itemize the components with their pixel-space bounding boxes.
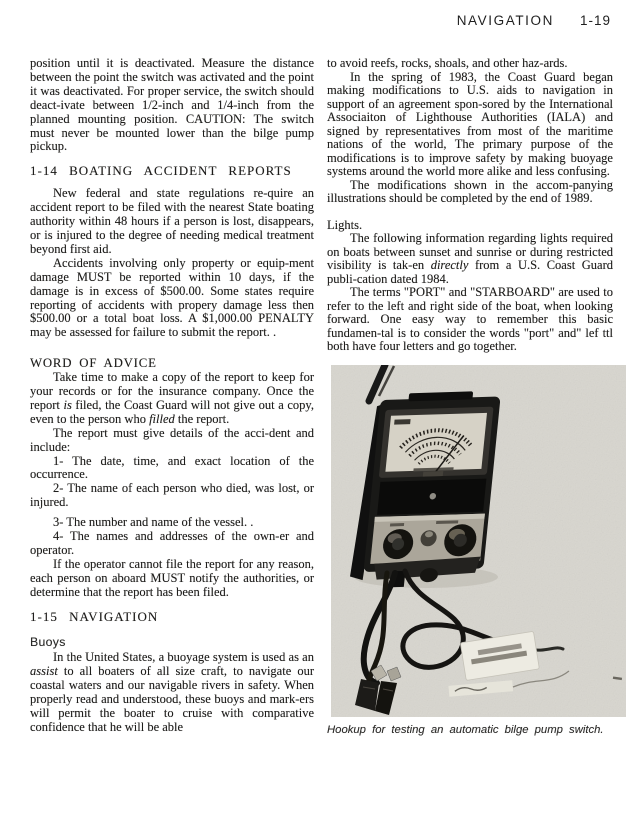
photo-caption: Hookup for testing an automatic bilge pump switch.	[327, 723, 604, 736]
subheading-buoys: Buoys	[30, 634, 66, 649]
buoys-text: In the United States, a buoyage system is used as an	[53, 650, 314, 665]
meter-brand-label	[394, 419, 411, 424]
needle-pivot	[423, 471, 444, 477]
paragraph-port-starboard: The terms "PORT" and "STARBOARD" are used to refer to the left and right side of the boat, when looking forward. One easy way to remember this basic fundamen-tal is to consider the words "port" and" lef ttl both have four letters and go together.	[327, 285, 613, 353]
paragraph-accidents: Accidents involving only property or equip-ment damage MUST be reported within 10 days, if the damage is in excess of $500.00. Some states require reporting of accidents with propery damage less then $500.00 or a total boat loss. A $1,000.00 PENALTY may be assessed for failure to submit the report. .	[30, 255, 314, 340]
subheading-lights: Lights.	[327, 217, 363, 232]
list-item-1: 1- The date, time, and exact location of the occurrence.	[30, 453, 314, 482]
lights-text: from a U.S. Coast Guard publi-cation dated 1984.	[327, 258, 613, 286]
advice-italic-is: is	[63, 397, 72, 412]
paragraph-switch-mounting: position until it is deactivated. Measure the distance between the point the switch was activated and the point it was deactivated. For proper service, the switch should deact-ivate between 1/2-inch and 1/4-inch from the planned mounting position. CAUTION: The switch must never be mounted lower than the bilge pump pickup.	[30, 56, 314, 154]
buoys-text: to all boaters of all size craft, to navigate our coastal waters and our navigable rivers in safety. When properly read and understood, these buoys and mark-ers will permit the boater to cruise with comparative confidence that he will be able	[30, 664, 314, 734]
list-item-2: 2- The name of each person who died, was lost, or injured.	[30, 481, 314, 510]
lights-italic-directly: directly	[430, 258, 469, 272]
bilge-switch-test-photo	[331, 365, 626, 717]
paragraph-advice	[30, 371, 314, 427]
section-title: NAVIGATION	[456, 13, 554, 28]
buoys-italic-assist: assist	[30, 664, 58, 679]
page-number: 1-19	[579, 13, 611, 28]
section-heading-word-of-advice: WORD OF ADVICE	[30, 356, 157, 371]
advice-text: filed, the Coast Guard will not give out a copy, even to the person who	[30, 397, 314, 426]
paragraph-new-federal: New federal and state regulations re-quire an accident report to be filed with the nearest State boating authority within 48 hours if a person is lost, disappears, or is injured to the degree of needing medical treatment beyond first aid.	[30, 186, 314, 256]
paragraph-buoys	[30, 651, 314, 734]
paragraph-spring-1983: In the spring of 1983, the Coast Guard began making modifications to U.S. aids to navigation in support of an agreement spon-sored by the International Associaiton of Lighthouse Authorities (IALA) and signed by representatives from most of the maritime nations of the world, The primary purpose of the modifications is to improve safety by making buoyage systems around the world more alike and less confusing.	[327, 69, 613, 178]
page-header	[457, 13, 611, 28]
paragraph-lights	[327, 232, 613, 286]
panel-marking	[390, 523, 404, 526]
advice-text: Take time to make a copy of the report to keep for your records or for the insurance company. Once the report	[30, 370, 314, 412]
section-heading-1-14: 1-14 BOATING ACCIDENT REPORTS	[30, 163, 292, 179]
list-item-4: 4- The names and addresses of the own-er and operator.	[30, 529, 314, 557]
left-column	[30, 57, 314, 735]
right-column	[327, 57, 613, 737]
advice-text: the report.	[174, 411, 230, 426]
list-item-3: 3- The number and name of the vessel. .	[53, 515, 254, 530]
paragraph-avoid-reefs: to avoid reefs, rocks, shoals, and other haz-ards.	[327, 56, 568, 70]
paragraph-operator: If the operator cannot file the report for any reason, each person on aboard MUST notify the authorities, or determine that the report has been filed.	[30, 556, 314, 599]
paragraph-report-details: The report must give details of the acci-dent and include:	[30, 425, 314, 454]
lights-text: The following information regarding lights required on boats between sunset and sunrise or during restricted visibility is tak-en	[327, 231, 613, 272]
paragraph-modifications: The modifications shown in the accom-panying illustrations should be completed by the end of 1989.	[327, 177, 613, 205]
advice-italic-filled: filled	[149, 411, 175, 426]
section-heading-1-15: 1-15 NAVIGATION	[30, 608, 159, 624]
